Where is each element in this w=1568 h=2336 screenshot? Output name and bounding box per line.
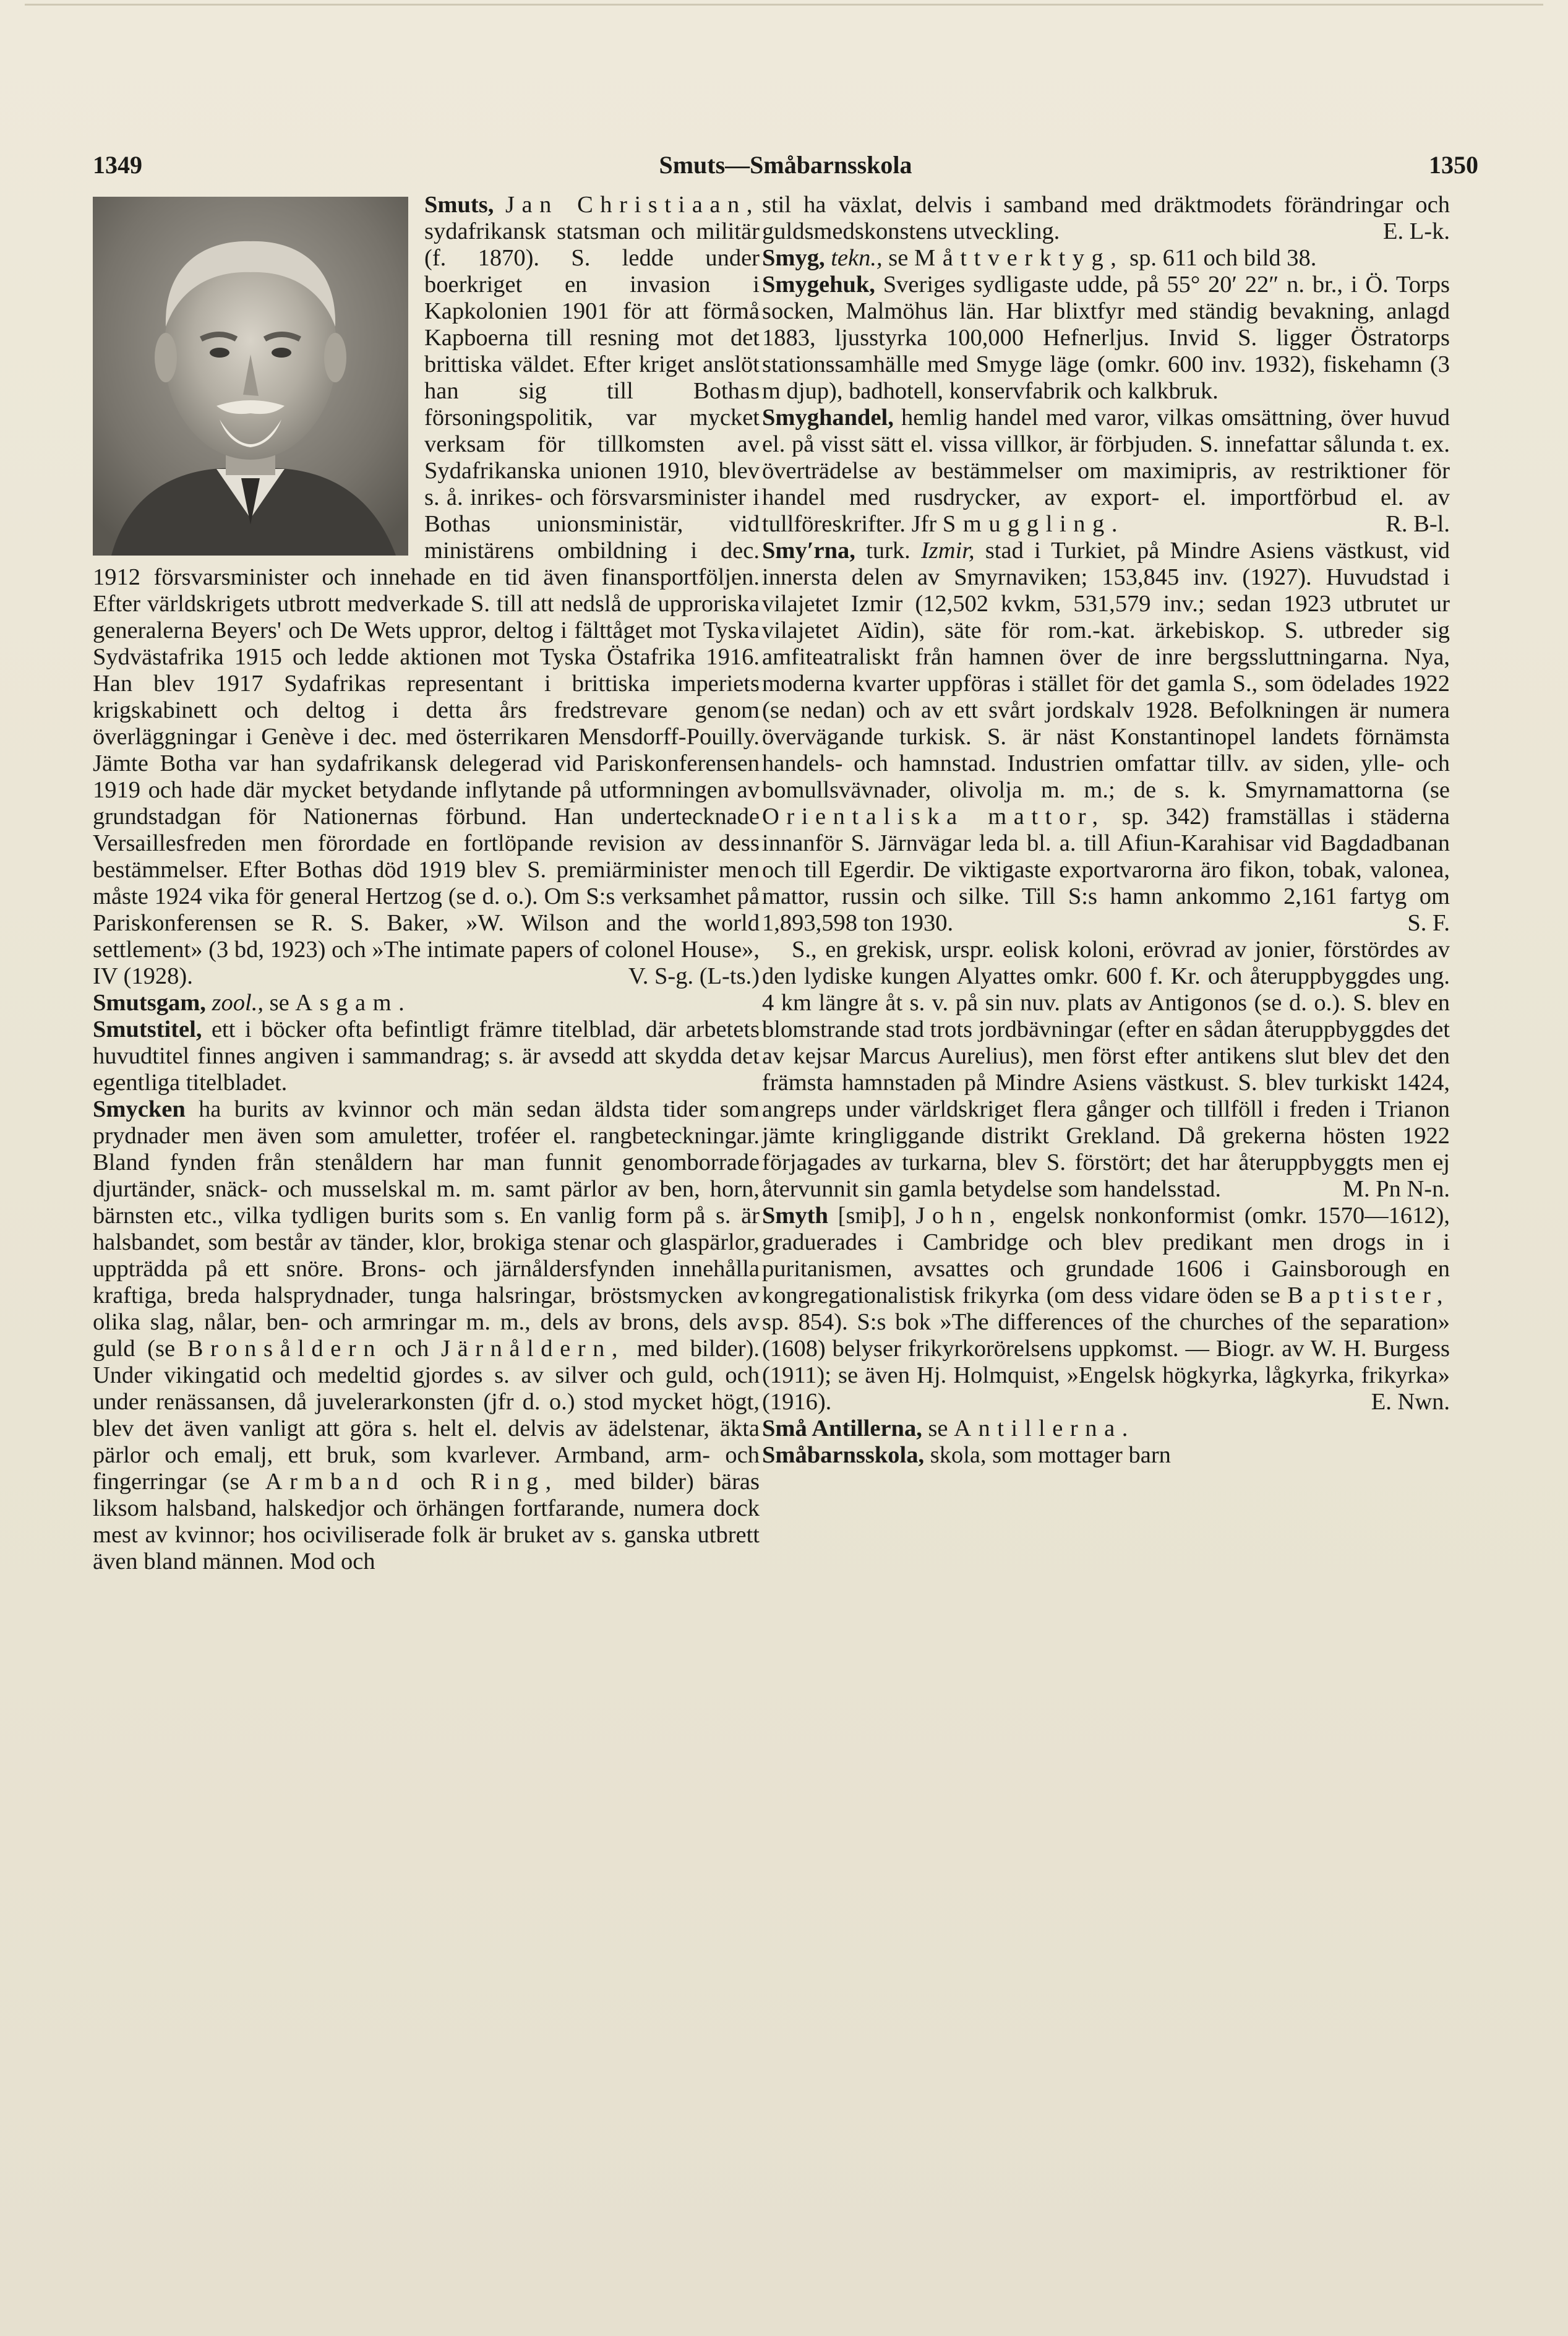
entry-smyghandel bbox=[762, 405, 1450, 538]
running-head: Smuts—Småbarnsskola bbox=[659, 151, 912, 179]
see-sma-antillerna: se bbox=[928, 1415, 948, 1441]
signature-smycken: E. L-k. bbox=[1383, 218, 1450, 244]
ref-mattverktyg: Måttverktyg, bbox=[914, 245, 1124, 271]
ref-orientaliska-mattor: Orientaliska mattor, bbox=[762, 804, 1105, 830]
label-smyg: tekn., bbox=[831, 245, 883, 271]
signature-smyghandel: R. B-l. bbox=[1386, 511, 1450, 537]
text-smyrna-1: stad i Turkiet, på Mindre Asiens västkust, vid innersta delen av Smyrnaviken; 153,845 inv. (1927). Huvudstad i vilajetet Izmir (12,502 kvkm, 531,579 inv.; sedan 1923 utbrutet ur vilajetet Aïdin), säte för rom.-kat. ärkebiskop. S. utbreder sig amfiteatraliskt från hamnen över de inre bergssluttningarna. Nya, moderna kvarter uppföras i stället för det gamla S., som ödelades 1922 (se nedan) och av ett svårt jordskalv 1928. Befolkningen är numera övervägande turkisk. S. är näst Konstantinopel landets förnämsta handels- och hamnstad. Industrien omfattar tillv. av siden, ylle- och bomullsvävnader, olivolja m. m.; de s. k. Smyrnamattorna (se bbox=[762, 538, 1450, 803]
entry-smuts bbox=[93, 192, 760, 990]
label-smyrna-turk: turk. bbox=[866, 538, 910, 564]
see-smutsgam: se bbox=[269, 990, 289, 1016]
text-smyrna-3: S., en grekisk, urspr. eolisk koloni, erövrad av jonier, förstördes av den lydiske kungen Alyattes omkr. 600 f. Kr. och återuppbyggdes ung. 4 km längre åt s. v. på sin nuv. plats av Antigonos (se d. o.). S. blev en blomstrande stad trots jordbävningar (efter en sådan återuppbyggdes det av kejsar Marcus Aurelius), men först efter antikens slut blev det den främsta hamnstaden på Mindre Asiens västkust. S. blev turkiskt 1424, angreps under världskriget flera gånger och tillföll i freden i Trianon jämte kringliggande distrikt Grekland. Då grekerna hösten 1922 förjagades av turkarna, blev S. förstört; det har återuppbyggts men ej återvunnit sin gamla betydelse som handelsstad. bbox=[762, 937, 1450, 1202]
ref-smutsgam: Asgam. bbox=[295, 990, 412, 1016]
entry-smygehuk bbox=[762, 272, 1450, 405]
name-john: John, bbox=[915, 1203, 1003, 1229]
see-smyg: se bbox=[888, 245, 909, 271]
text-smygehuk: Sveriges sydligaste udde, på 55° 20′ 22″ n. br., i Ö. Torps socken, Malmöhus län. Har blixtfyr med ständig bevakning, anlagd 1883, ljusstyrka 100,000 Hefnerljus. Invid S. ligger Östratorps stationssamhälle med Smyge läge (omkr. 600 inv. 1932), fiskehamn (3 m djup), badhotell, konservfabrik och kalkbruk. bbox=[762, 272, 1450, 404]
label-smutsgam: zool., bbox=[212, 990, 263, 1016]
text-smycken-3: med bilder) bäras liksom halsband, halskedjor och örhängen fortfarande, numera dock mest av kvinnor; hos ociviliserade folk är bruket av s. ganska utbrett även bland männen. Mod och bbox=[93, 1469, 760, 1574]
entry-smycken bbox=[93, 1096, 760, 1575]
text-smycken-2: med bilder). Under vikingatid och medeltid gjordes s. av silver och guld, och under renässansen, då juvelerarkonsten (jfr d. o.) stod mycket högt, blev det även vanligt att göra s. helt el. delvis av ädelstenar, äkta pärlor och emalj, ett bruk, som kvarlever. Armband, arm- och fingerringar (se bbox=[93, 1336, 760, 1495]
signature-smyrna-1: S. F. bbox=[1407, 910, 1450, 936]
signature-smyth: E. Nwn. bbox=[1371, 1389, 1450, 1415]
top-edge bbox=[25, 4, 1543, 6]
lemma-smyghandel: Smyghandel, bbox=[762, 405, 894, 431]
lemma-smycken: Smycken bbox=[93, 1096, 186, 1122]
entry-sma-antillerna bbox=[762, 1415, 1450, 1442]
lemma-smyg: Smyg, bbox=[762, 245, 825, 271]
entry-smabarnsskola bbox=[762, 1442, 1450, 1469]
text-smabarnsskola: skola, som mottager barn bbox=[930, 1442, 1171, 1468]
page-number-right: 1350 bbox=[1429, 151, 1478, 179]
text-smyth-1: engelsk nonkonformist (omkr. 1570—1612), graduerades i Cambridge och blev predikant men drogs in i puritanismen, avsattes och grundade 1606 i Gainsborough en kongregationalistisk frikyrka (om dess vidare öden se bbox=[762, 1203, 1450, 1308]
lemma-smutstitel: Smutstitel, bbox=[93, 1016, 202, 1042]
left-column bbox=[93, 192, 760, 1575]
entry-smutsgam bbox=[93, 990, 760, 1016]
lemma-smyth: Smyth bbox=[762, 1203, 828, 1229]
lemma-smabarnsskola: Småbarnsskola, bbox=[762, 1442, 925, 1468]
text-smyrna-2: sp. 342) framställas i städerna innanför S. Järnvägar leda bl. a. till Afiun-Karahisar vid Bagdadbanan och till Egerdir. De viktigaste exportvarorna äro fikon, tobak, valonea, mattor, russin och silke. Till S:s hamn ankommo 2,161 fartyg om 1,893,598 ton 1930. bbox=[762, 804, 1450, 936]
text-smyth-2: sp. 854). S:s bok »The differences of the churches of the separation» (1608) belyser frikyrkorörelsens uppkomst. — Biogr. av W. H. Burgess (1911); se även Hj. Holmquist, »Engelsk högkyrka, lågkyrka, frikyrka» (1916). bbox=[762, 1309, 1450, 1415]
lemma-smuts: Smuts, bbox=[424, 192, 494, 218]
name-izmir: Izmir, bbox=[920, 538, 975, 564]
entry-smutstitel bbox=[93, 1016, 760, 1096]
ref-antillerna: Antillerna. bbox=[954, 1415, 1135, 1441]
signature-smyrna-2: M. Pn N-n. bbox=[1342, 1176, 1450, 1202]
text-smycken-and-1: och bbox=[394, 1336, 429, 1362]
ref-smuggling: Smuggling. bbox=[942, 511, 1125, 537]
page-header bbox=[93, 150, 1478, 181]
lemma-smyrna: Smy′rna, bbox=[762, 538, 855, 564]
text-smycken-1: ha burits av kvinnor och män sedan äldsta tider som prydnader men även som amuletter, troféer el. rangbeteckningar. Bland fynden från stenåldern har man funnit genomborrade djurtänder, snäck- och musselskal m. m. samt pärlor av ben, horn, bärnsten etc., vilka tydligen burits som s. En vanlig form på s. är halsbandet, som består av tänder, klor, brokiga stenar och glaspärlor, uppträdda på ett snöre. Brons- och järnåldersfynden innehålla kraftiga, breda halsprydnader, tunga halsringar, bröstsmycken av olika slag, nålar, ben- och armringar m. m., dels av brons, dels av guld (se bbox=[93, 1096, 760, 1362]
lemma-sma-antillerna: Små Antillerna, bbox=[762, 1415, 922, 1441]
text-smycken-and-2: och bbox=[421, 1469, 455, 1495]
pronunciation-smyth: [smiþ], bbox=[838, 1203, 906, 1229]
text-smuts: sydafrikansk statsman och militär (f. 1870). S. ledde under boerkriget en invasion i Kapkolonien 1901 för att förmå Kapboerna till resning mot det brittiska väldet. Efter kriget anslöt han sig till Bothas försoningspolitik, var mycket verksam för tillkomsten av Sydafrikanska unionen 1910, blev s. å. inrikes- och försvarsminister i Bothas unionsministär, vid ministärens ombildning i dec. 1912 försvarsminister och innehade en tid även finansportföljen. Efter världskrigets utbrott medverkade S. till att nedslå de upproriska generalerna Beyers' och De Wets uppror, deltog i fälttåget mot Tyska Sydvästafrika 1915 och ledde aktionen mot Tyska Östafrika 1916. Han blev 1917 Sydafrikas representant i brittiska imperiets krigskabinett och deltog i detta års fredstrevare genom överläggningar i Genève i dec. med österrikaren Mensdorff-Pouilly. Jämte Botha var han sydafrikansk delegerad vid Pariskonferensen 1919 och hade där mycket betydande inflytande på utformningen av grundstadgan för Nationernas förbund. Han undertecknade Versaillesfreden men förordade en fortlöpande revision av dess bestämmelser. Efter Bothas död 1919 blev S. premiärminister men måste 1924 vika för general Hertzog (se d. o.). Om S:s verksamhet på Pariskonferensen se R. S. Baker, »W. Wilson and the world settlement» (3 bd, 1923) och »The intimate papers of colonel House», IV (1928). bbox=[93, 218, 760, 989]
text-smutstitel: ett i böcker ofta befintligt främre titelblad, där arbetets huvudtitel finnes angiven i sammandrag; s. är avsedd att skydda det egentliga titelbladet. bbox=[93, 1016, 760, 1096]
entry-smyth bbox=[762, 1203, 1450, 1415]
entry-smyrna-history bbox=[762, 937, 1450, 1203]
ref-ring: Ring, bbox=[470, 1469, 559, 1495]
ref-bronsaldern: Bronsåldern bbox=[187, 1336, 383, 1362]
text-smyg: sp. 611 och bild 38. bbox=[1129, 245, 1317, 271]
entry-smyg bbox=[762, 245, 1450, 272]
entry-smyrna bbox=[762, 538, 1450, 937]
text-smyghandel: hemlig handel med varor, vilkas omsättning, över huvud el. på visst sätt el. vissa villkor, är förbjuden. S. innefattar sålunda t. ex. överträdelse av bestämmelser om maximipris, av restriktioner för handel med rusdrycker, av export- el. importförbud el. av tullföreskrifter. Jfr bbox=[762, 405, 1450, 537]
portrait-photo-icon bbox=[93, 197, 408, 556]
entry-smycken-continued bbox=[762, 192, 1450, 245]
ref-baptister: Baptister, bbox=[1287, 1282, 1450, 1308]
text-smycken-cont: stil ha växlat, delvis i samband med dräktmodets förändringar och guldsmedskonstens utveckling. bbox=[762, 192, 1450, 244]
lemma-smutsgam: Smutsgam, bbox=[93, 990, 206, 1016]
lemma-smygehuk: Smygehuk, bbox=[762, 272, 875, 298]
signature-smuts: V. S-g. (L-ts.) bbox=[628, 963, 760, 989]
ref-jarnaldern: Järnåldern, bbox=[441, 1336, 625, 1362]
name-smuts: Jan Christiaan, bbox=[505, 192, 760, 218]
ref-armband: Armband bbox=[265, 1469, 406, 1495]
portrait-illustration bbox=[93, 197, 408, 556]
page-number-left: 1349 bbox=[93, 151, 142, 179]
right-column bbox=[762, 192, 1450, 1469]
